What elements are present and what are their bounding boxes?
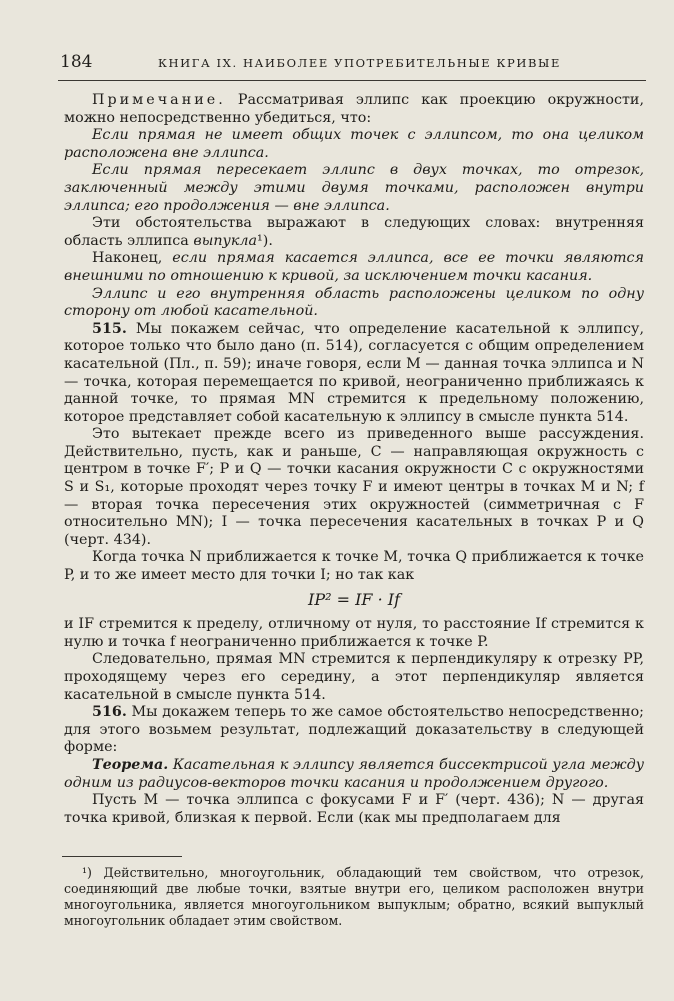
section-516 [64, 704, 644, 757]
convexity-paragraph [64, 215, 644, 250]
footnote-text: ¹) Действительно, многоугольник, обладающий тем свойством, что отрезок, соединяющий две любые точки, взятые внутри его, целиком расположен внутри многоугольника, является многоугольником выпуклым; обратно, всякий выпуклый многоугольник обладает этим свойством. [64, 865, 644, 928]
page-header [58, 52, 646, 74]
consequence-paragraph: Следовательно, прямая MN стремится к перпендикуляру к отрезку PP, проходящему через его середину, а этот перпендикуляр является касательной в смысле пункта 514. [64, 651, 644, 703]
one-side-statement: Эллипс и его внутренняя область расположены целиком по одну сторону от любой касательной. [64, 285, 644, 320]
page-body [64, 92, 644, 827]
tangent-paragraph [64, 250, 644, 285]
running-title: КНИГА IX. НАИБОЛЕЕ УПОТРЕБИТЕЛЬНЫЕ КРИВЫЕ [158, 56, 561, 70]
limit-paragraph: Когда точка N приближается к точке M, точка Q приближается к точке P, и то же имеет место для точки I; но так как [64, 549, 644, 584]
remark-paragraph [64, 92, 644, 127]
tangent-statement: если прямая касается эллипса, все ее точки являются внешними по отношению к кривой, за исключением точки касания. [64, 250, 644, 284]
section-516-text: Мы докажем теперь то же самое обстоятельство непосредственно; для этого возьмем результат, подлежащий доказательству в следующей форме: [64, 704, 644, 756]
convex-word: выпукла [193, 232, 258, 249]
remark-label: Примечание. [92, 92, 226, 108]
statement-no-common-points: Если прямая не имеет общих точек с эллипсом, то она целиком расположена вне эллипса. [64, 127, 644, 161]
section-515 [64, 321, 644, 427]
convexity-text: Эти обстоятельства выражают в следующих словах: внутренняя область эллипса [64, 215, 644, 249]
theorem-text: Касательная к эллипсу является биссектрисой угла между одним из радиусов-векторов точки касания и продолжением другого. [64, 756, 644, 791]
closing-paragraph: Пусть M — точка эллипса с фокусами F и F′ (черт. 436); N — другая точка кривой, близкая к первой. Если (как мы предполагаем для [64, 792, 644, 826]
theorem-label: Теорема. [92, 756, 169, 773]
page-number: 184 [60, 52, 93, 72]
footnote [64, 865, 644, 929]
remark-text: Рассматривая эллипс как проекцию окружности, можно непосредственно убедиться, что: [64, 92, 644, 126]
footnote-rule [62, 856, 182, 857]
section-number-515: 515. [92, 320, 127, 337]
section-number-516: 516. [92, 704, 127, 721]
statement-secant: Если прямая пересекает эллипс в двух точках, то отрезок, заключенный между этими двумя точками, расположен внутри эллипса; его продолжения — вне эллипса. [64, 162, 644, 214]
limit-conclusion: и IF стремится к пределу, отличному от нуля, то расстояние If стремится к нулю и точка f неограниченно приближается к точке P. [64, 616, 644, 650]
section-515-text: Мы покажем сейчас, что определение касательной к эллипсу, которое только что было дано (п. 514), согласуется с общим определением касательной (Пл., п. 59); иначе говоря, если M — данная точка эллипса и N — точка, которая перемещается по кривой, неограниченно приближаясь к данной точке, то прямая MN стремится к предельному положению, которое представляет собой касательную к эллипсу в смысле пункта 514. [64, 320, 644, 425]
tangent-intro: Наконец, [92, 250, 173, 267]
proof-paragraph: Это вытекает прежде всего из приведенного выше рассуждения. Действительно, пусть, как и раньше, C — направляющая окружность с центром в точке F′; P и Q — точки касания окружности C с окружностями S и S₁, которые проходят через точку F и имеют центры в точках M и N; f — вторая точка пересечения этих окружностей (симметричная с F относительно MN); I — точка пересечения касательных в точках P и Q (черт. 434). [64, 426, 644, 548]
footnote-ref: ¹). [257, 232, 273, 249]
theorem-paragraph [64, 757, 644, 792]
formula: IP² = IF · If [308, 589, 400, 609]
header-rule [58, 80, 646, 81]
